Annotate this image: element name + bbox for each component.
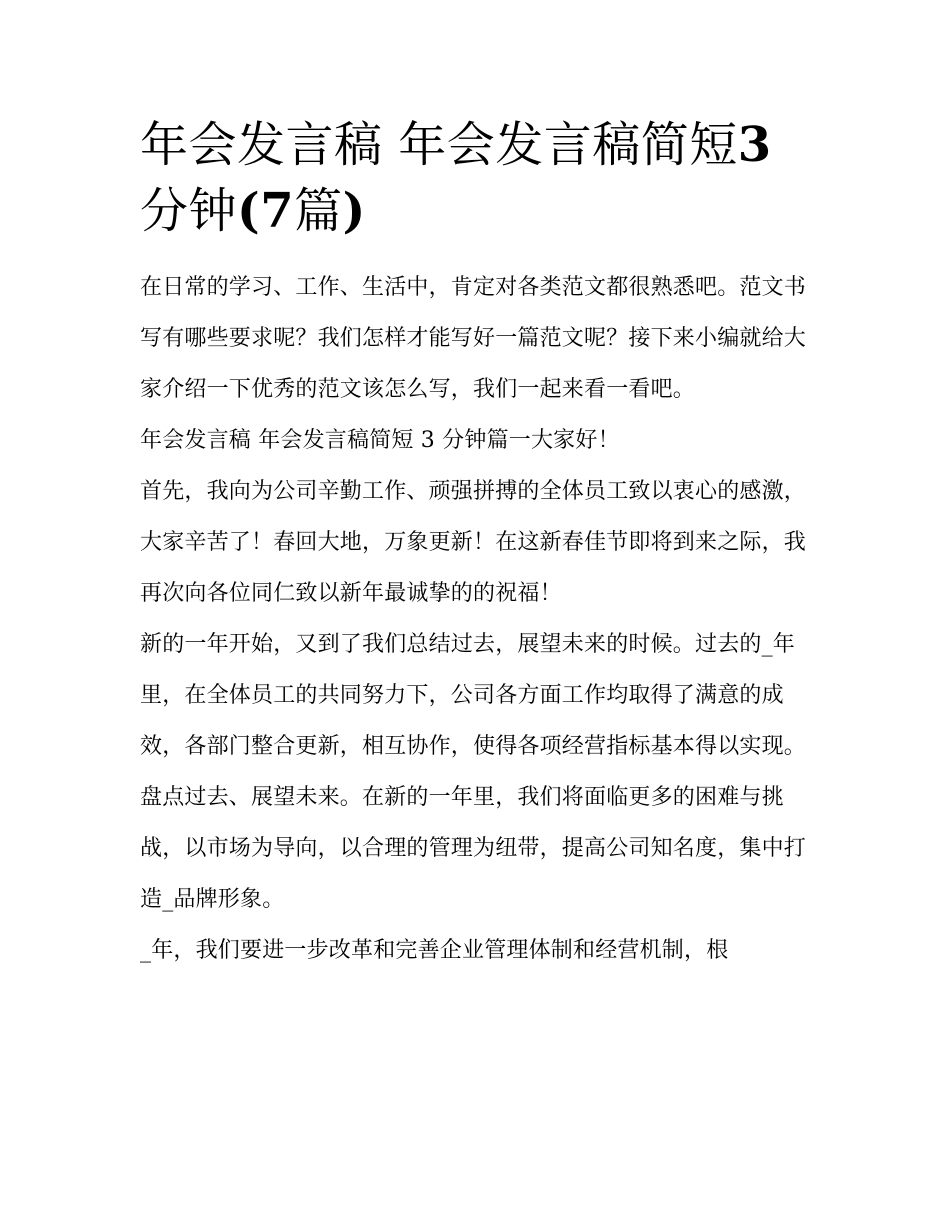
paragraph-review: 新的一年开始，又到了我们总结过去，展望未来的时候。过去的_年里，在全体员工的共同努力下，公司各方面工作均取得了满意的成效，各部门整合更新，相互协作，使得各项经营指标基本得以实现。 bbox=[140, 632, 807, 759]
document-title bbox=[140, 112, 820, 244]
paragraph-heading: 年会发言稿 年会发言稿简短 3 分钟篇一大家好！ bbox=[140, 428, 620, 453]
title-text-2: 分钟 bbox=[140, 183, 238, 239]
paragraph-intro: 在日常的学习、工作、生活中，肯定对各类范文都很熟悉吧。范文书写有哪些要求呢？我们怎样才能写好一篇范文呢？接下来小编就给大家介绍一下优秀的范文该怎么写，我们一起来看一看吧。 bbox=[140, 275, 807, 402]
paragraph-plan: _年，我们要进一步改革和完善企业管理体制和经营机制，根 bbox=[140, 938, 729, 963]
title-paren-close: ) bbox=[342, 183, 366, 239]
title-number: 3 bbox=[737, 117, 772, 173]
paragraph-thanks: 首先，我向为公司辛勤工作、顽强拼搏的全体员工致以衷心的感激，大家辛苦了！春回大地，万象更新！在这新春佳节即将到来之际，我再次向各位同仁致以新年最诚挚的的祝福！ bbox=[140, 479, 807, 606]
title-text-3: 篇 bbox=[294, 183, 343, 239]
title-text-1: 年会发言稿 年会发言稿简短 bbox=[140, 117, 738, 173]
paragraph-outlook: 盘点过去、展望未来。在新的一年里，我们将面临更多的困难与挑战，以市场为导向，以合理的管理为纽带，提高公司知名度，集中打造_品牌形象。 bbox=[140, 785, 807, 912]
title-paren-open: (7 bbox=[237, 183, 295, 239]
document-page bbox=[140, 112, 820, 976]
